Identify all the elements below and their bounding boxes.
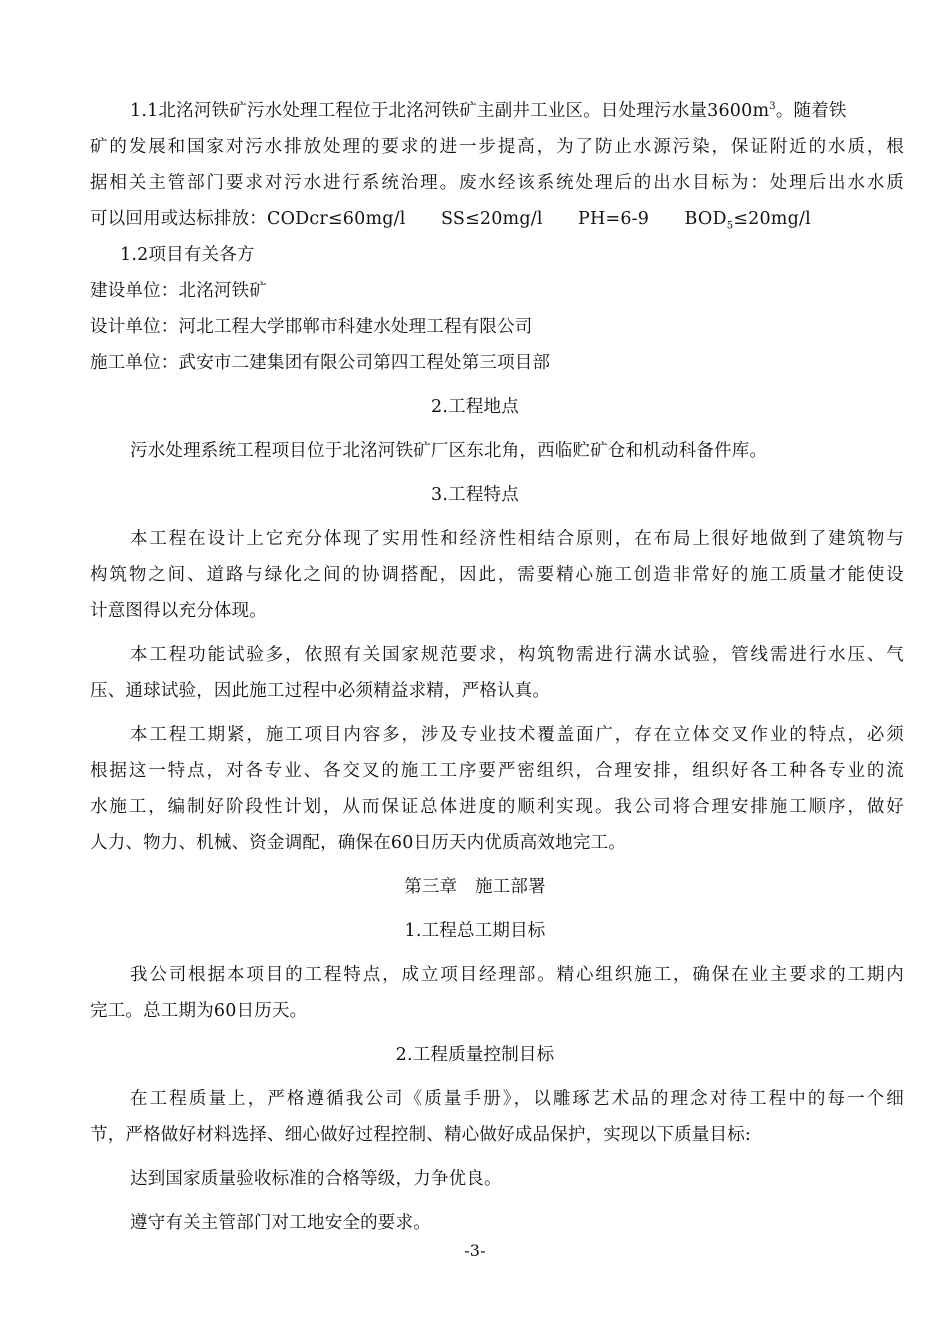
section-2-text: 污水处理系统工程项目位于北洺河铁矿厂区东北角，西临贮矿仓和机动科备件库。 [130,441,768,461]
section-3-p1-line-2: 构筑物之间、道路与绿化之间的协调搭配，因此，需要精心施工创造非常好的施工质量才能使设 [90,565,904,585]
section-2-title: 2.工程地点 [431,397,519,417]
section-3-p1-line-3: 计意图得以充分体现。 [90,601,267,621]
section-3-p1-line-1: 本工程在设计上它充分体现了实用性和经济性相结合原则，在布局上很好地做到了建筑物与 [130,529,904,549]
designer-line: 设计单位：河北工程大学邯郸市科建水处理工程有限公司 [90,317,533,337]
section-3-p3-line-3: 水施工，编制好阶段性计划，从而保证总体进度的顺利实现。我公司将合理安排施工顺序，做好 [90,797,904,817]
quality-goal-1: 达到国家质量验收标准的合格等级，力争优良。 [130,1169,502,1189]
chapter-3-s2-line-2: 节，严格做好材料选择、细心做好过程控制、精心做好成品保护，实现以下质量目标: [90,1125,751,1145]
section-3-p3-line-1: 本工程工期紧，施工项目内容多，涉及专业技术覆盖面广，存在立体交叉作业的特点，必须 [130,725,904,745]
unit-superscript: 3 [769,101,776,113]
bod-subscript: 5 [726,220,734,232]
chapter-3-s2-title: 2.工程质量控制目标 [395,1045,555,1065]
section-1-1-line-2: 矿的发展和国家对污水排放处理的要求的进一步提高，为了防止水源污染，保证附近的水质，根 [90,137,904,157]
section-1-1-line-3: 据相关主管部门要求对污水进行系统治理。废水经该系统处理后的出水目标为：处理后出水水质 [90,173,904,193]
section-1-1-line-1: 1.1北洺河铁矿污水处理工程位于北洺河铁矿主副井工业区。日处理污水量$3600m^3$。随着铁 [130,101,847,121]
section-3-p2-line-1: 本工程功能试验多，依照有关国家规范要求，构筑物需进行满水试验，管线需进行水压、气 [130,645,904,665]
chapter-3-s2-line-1: 在工程质量上，严格遵循我公司《质量手册》，以雕琢艺术品的理念对待工程中的每一个细 [130,1089,904,1109]
section-1-2-title: 1.2项目有关各方 [120,245,255,265]
section-3-p3-line-4: 人力、物力、机械、资金调配，确保在60日历天内优质高效地完工。 [90,833,626,853]
page-number: -3- [464,1241,486,1260]
chapter-3-s1-line-1: 我公司根据本项目的工程特点，成立项目经理部。精心组织施工，确保在业主要求的工期内 [130,965,904,985]
chapter-3-s1-title: 1.工程总工期目标 [404,921,546,941]
owner-line: 建设单位：北洺河铁矿 [90,281,267,301]
chapter-3-s1-line-2: 完工。总工期为60日历天。 [90,1001,308,1021]
chapter-3-title: 第三章 施工部署 [404,877,546,897]
section-3-p2-line-2: 压、通球试验，因此施工过程中必须精益求精，严格认真。 [90,681,551,701]
section-3-title: 3.工程特点 [431,485,519,505]
quality-goal-2: 遵守有关主管部门对工地安全的要求。 [130,1213,431,1233]
section-1-1-line-4: 可以回用或达标排放：CODcr≤60mg/l SS≤20mg/l PH=6-9 $BOD_5\le 20mg/l$ [90,209,811,232]
section-3-p3-line-2: 根据这一特点，对各专业、各交叉的施工工序要严密组织，合理安排，组织好各工种各专业的流 [90,761,904,781]
contractor-line: 施工单位：武安市二建集团有限公司第四工程处第三项目部 [90,353,551,373]
